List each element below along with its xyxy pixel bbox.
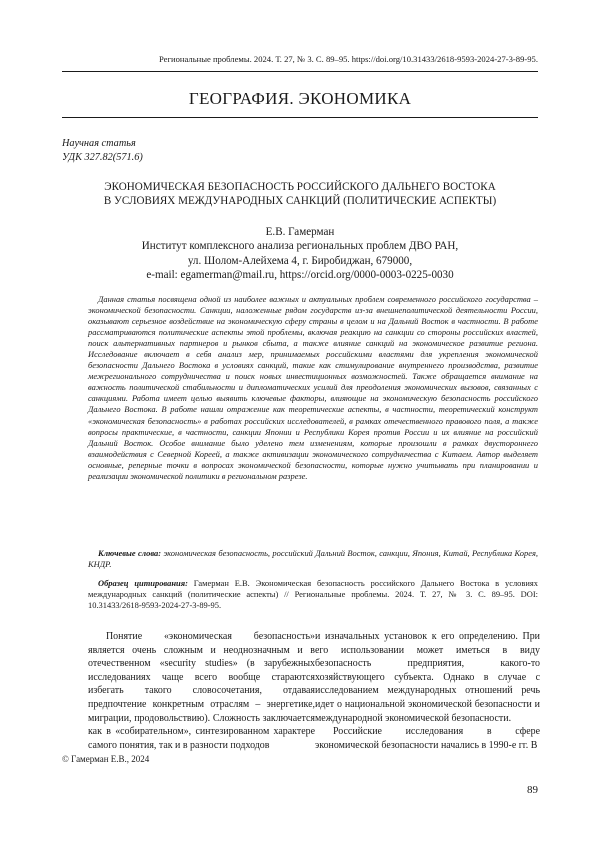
article-title (62, 180, 538, 208)
article-title-line: ЭКОНОМИЧЕСКАЯ БЕЗОПАСНОСТЬ РОССИЙСКОГО ДАЛЬНЕГО ВОСТОКА (104, 181, 496, 193)
body-paragraph: Российские исследования в сфере экономической безопасности начались в 1990-е гг. В (315, 726, 540, 751)
author-name: Е.В. Гамерман (265, 226, 335, 238)
body-column-right (315, 630, 540, 752)
article-type: Научная статья (62, 138, 136, 149)
keywords-label: Ключевые слова: (98, 548, 162, 558)
affiliation-line: ул. Шолом-Алейхема 4, г. Биробиджан, 679000, (187, 254, 413, 267)
author-block (62, 225, 538, 283)
affiliation-contact: e-mail: egamerman@mail.ru, https://orcid.org/0000-0003-0225-0030 (146, 269, 454, 282)
udc-code: УДК 327.82(571.6) (62, 152, 143, 163)
body-column-left (88, 630, 315, 752)
article-title-line: В УСЛОВИЯХ МЕЖДУНАРОДНЫХ САНКЦИЙ (ПОЛИТИЧЕСКИЕ АСПЕКТЫ) (103, 195, 497, 207)
section-title: ГЕОГРАФИЯ. ЭКОНОМИКА (188, 89, 412, 108)
section-rule (62, 117, 538, 118)
keywords-text: экономическая безопасность, российский Дальний Восток, санкции, Япония, Китай, Республика Корея, КНДР. (88, 548, 538, 570)
body-paragraph: и изначальных установок к его определению. При его использовании может иметься в виду безопасность предприятия, какого-то хозяйствующего субъекта. Однако в случае с исследованием международных отношений речь идет о национальной экономической безопасности и международной экономической безопасности. (315, 631, 540, 724)
running-head: Региональные проблемы. 2024. Т. 27, № 3. С. 89–95. https://doi.org/10.31433/2618-9593-2024-27-3-89-95. (159, 54, 538, 64)
abstract: Данная статья посвящена одной из наиболее важных и актуальных проблем современного российского государства – экономической безопасности. Санкции, наложенные рядом государств из-за внешнеполитической деятельности России, оказывают серьезное воздействие на экономическую сферу страны в целом и на Дальний Восток в частности. В работе рассматриваются политические аспекты этой проблемы, включая реакцию на санкции со стороны российских властей, поиск альтернативных партнеров и рынков сбыта, а также влияние санкций на экономическое развитие региона. Исследование включает в себя анализ мер, принимаемых российскими властями для укрепления экономической безопасности Дальнего Востока в условиях санкций, такие как стимулирование внутреннего производства, развитие межрегионального сотрудничества и поиск новых инвестиционных возможностей. Также обращается внимание на важность политической стабильности и дипломатических усилий для преодоления экономических вызовов, связанных с санкциями. Работа имеет целью выявить ключевые факторы, влияющие на экономическую безопасность российского Дальнего Востока. В работе нашли отражение как теоретические аспекты, в частности, теоретический конструкт «экономическая безопасность» в работах российских исследователей, в рамках отечественного правового поля, а также вопросы практические, в частности, санкции Японии и Республики Корея против России и их влияние на российский Дальний Восток. Особое внимание было уделено тем изменениям, которые произошли в рамках двустороннего взаимодействия с Северной Кореей, а также активизации экономического сотрудничества с Китаем. Автор выделяет основные, реперные точки в вопросах экономической безопасности, которые нужно учитывать при планировании и реализации экономической политики в региональном разрезе. (88, 294, 538, 481)
keywords (88, 548, 538, 570)
page-number: 89 (527, 784, 538, 796)
header-rule (62, 71, 538, 72)
body-paragraph: Понятие «экономическая безопасность» является очень сложным и неоднозначным и в отечественном «security studies» (в зарубежных исследованиях чаще всего вообще стараются избегать такого словосочетания, отдавая предпочтение конкретным отраслям – энергетике, миграции, продовольствию). Сложность заключается как в «собирательном», синтезированном характере самого понятия, так и в разности подходов (88, 631, 315, 751)
copyright: © Гамерман Е.В., 2024 (62, 754, 150, 764)
citation-text: Гамерман Е.В. Экономическая безопасность российского Дальнего Востока в условиях международных санкций (политические аспекты) // Региональные проблемы. 2024. Т. 27, № 3. С. 89–95. DOI: 10.31433/2618-9593-2024-27-3-89-95. (88, 578, 538, 611)
affiliation-line: Институт комплексного анализа региональных проблем ДВО РАН, (141, 240, 459, 253)
citation-label: Образец цитирования: (98, 578, 188, 588)
citation (88, 578, 538, 611)
